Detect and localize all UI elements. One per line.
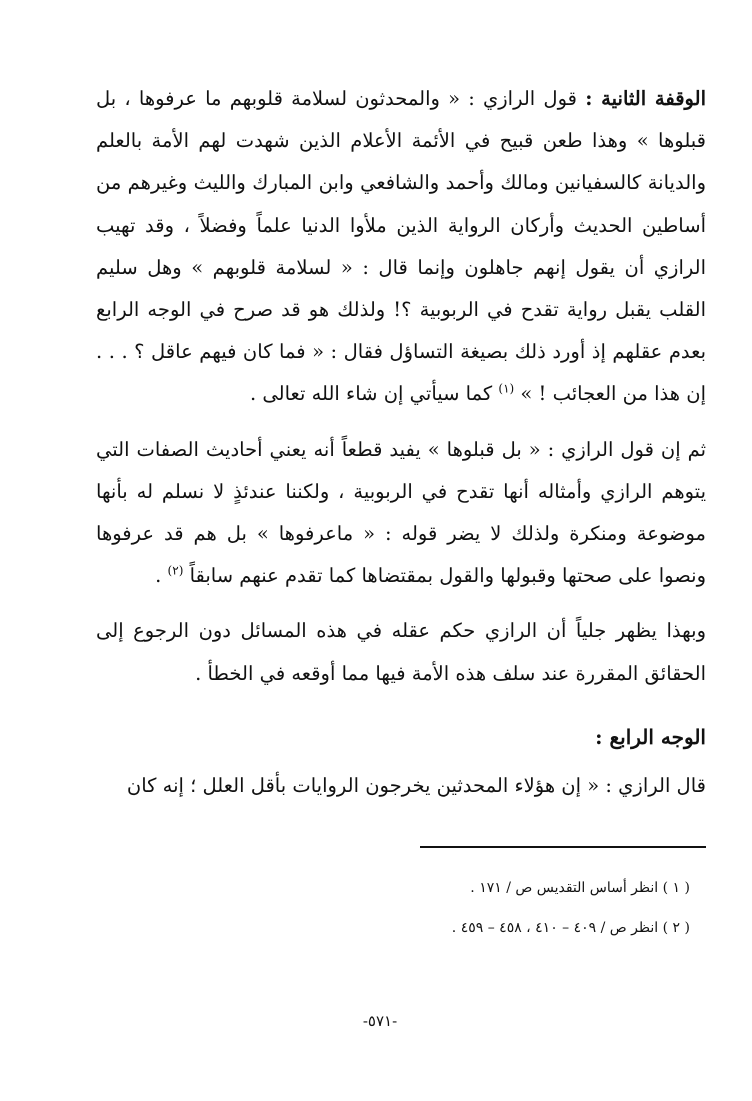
paragraph-2-tail: .: [155, 564, 168, 588]
footnote-2: ( ٢ ) انظر ص / ٤٠٩ – ٤١٠ ، ٤٥٨ – ٤٥٩ .: [451, 920, 690, 936]
section-lead: الوقفة الثانية :: [585, 87, 706, 110]
paragraph-1-tail: كما سيأتي إن شاء الله تعالى .: [250, 382, 499, 406]
paragraph-1-text: قول الرازي : « والمحدثون لسلامة قلوبهم ما عرفوها ، بل قبلوها » وهذا طعن قبيح في الأئمة الأعلام الذين شهدت لهم الأمة بالعلم والديانة كالسفيانين ومالك وأحمد والشافعي وابن المبارك والليث وغيرهم من أساطين الحديث وأركان الرواية الذين ملأوا الدنيا علماً وفضلاً ، وقد تهيب الرازي أن يقول إنهم جاهلون وإنما قال : « لسلامة قلوبهم » وهل سليم القلب يقبل رواية تقدح في الربوبية ؟! ولذلك هو قد صرح في الوجه الرابع بعدم عقلهم إذ أورد ذلك بصيغة التساؤل فقال : « فما كان فيهم عاقل ؟ . . . إن هذا من العجائب ! »: [96, 87, 706, 406]
paragraph-2-text: ثم إن قول الرازي : « بل قبلوها » يفيد قطعاً أنه يعني أحاديث الصفات التي يتوهم الرازي وأمثاله أنها تقدح في الربوبية ، ولكننا عندئذٍ لا نسلم له بأنها موضوعة ومنكرة ولذلك لا يضر قوله : « ماعرفوها » بل هم قد عرفوها ونصوا على صحتها وقبولها والقول بمقتضاها كما تقدم عنهم سابقاً: [96, 437, 706, 588]
paragraph-2: [96, 429, 706, 598]
footnote-ref-2: (٢): [167, 563, 184, 578]
paragraph-4: قال الرازي : « إن هؤلاء المحدثين يخرجون الروايات بأقل العلل ؛ إنه كان: [126, 773, 706, 797]
paragraph-1: [96, 78, 706, 416]
footnote-1: ( ١ ) انظر أساس التقديس ص / ١٧١ .: [470, 880, 690, 896]
main-text: [96, 78, 706, 807]
paragraph-3: وبهذا يظهر جلياً أن الرازي حكم عقله في هذه المسائل دون الرجوع إلى الحقائق المقررة عند سلف هذه الأمة فيها مما أوقعه في الخطأ .: [96, 619, 706, 685]
footnotes: [150, 868, 690, 948]
footnote-divider: [420, 846, 706, 848]
section-heading: الوجه الرابع :: [595, 724, 706, 749]
footnote-ref-1: (١): [498, 381, 515, 396]
page-number: -٥٧١-: [362, 1012, 398, 1030]
